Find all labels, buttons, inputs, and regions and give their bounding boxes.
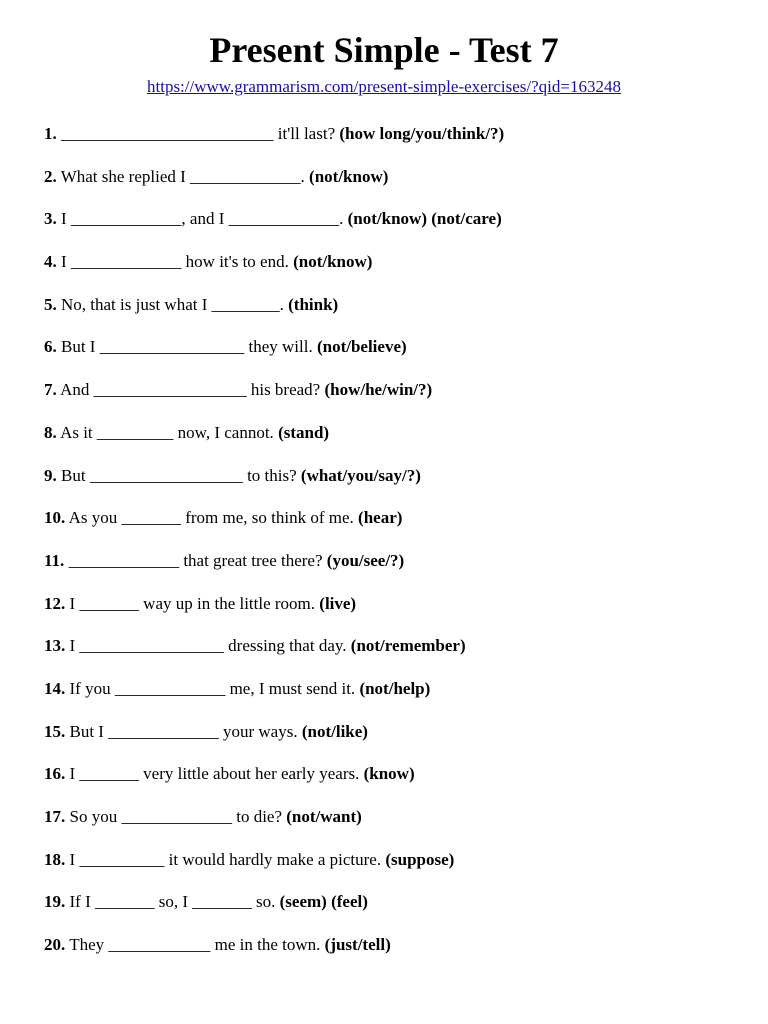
question-text-after: me, I must send it. xyxy=(225,678,360,698)
question-number: 13. xyxy=(44,636,66,656)
question-item xyxy=(44,163,744,206)
question-item xyxy=(44,120,744,163)
question-hint: (stand) xyxy=(278,422,330,442)
question-text-before: As you xyxy=(68,508,122,528)
answer-blank[interactable]: _______ xyxy=(121,508,181,528)
question-text-after: now, I cannot. xyxy=(173,422,279,442)
question-item xyxy=(44,675,744,718)
question-number: 11. xyxy=(44,550,65,570)
answer-blank[interactable]: ____________ xyxy=(108,935,211,955)
question-item xyxy=(44,291,744,334)
question-number: 2. xyxy=(44,166,57,186)
question-text-before: I xyxy=(61,209,71,229)
question-text-before: What she replied I xyxy=(60,166,191,186)
question-item xyxy=(44,760,744,803)
question-text-after: how it's to end. xyxy=(181,252,294,272)
question-item xyxy=(44,248,744,291)
question-text-before: So you xyxy=(69,807,122,826)
question-text-before: I xyxy=(69,636,80,656)
question-text-after: that great tree there? xyxy=(179,550,327,570)
question-hint: (how long/you/think/?) xyxy=(339,124,505,143)
question-text-after: . xyxy=(300,166,310,186)
question-item xyxy=(44,205,744,248)
question-hint: (you/see/?) xyxy=(326,550,405,570)
question-number: 15. xyxy=(44,721,66,741)
question-text-before: If I xyxy=(69,892,95,912)
question-text-before: And xyxy=(60,380,94,400)
question-item xyxy=(44,419,744,462)
question-text-after: me in the town. xyxy=(210,935,325,955)
question-text-after: to die? xyxy=(231,807,287,826)
question-number: 14. xyxy=(44,678,66,698)
question-number: 20. xyxy=(44,935,66,955)
question-item xyxy=(44,376,744,419)
question-item xyxy=(44,718,744,761)
question-text-before: They xyxy=(69,935,109,955)
answer-blank[interactable]: _____________ xyxy=(108,721,219,741)
answer-blank[interactable]: __________ xyxy=(79,849,165,869)
question-hint: (seem) (feel) xyxy=(279,892,368,912)
answer-blank[interactable]: _____________ xyxy=(114,678,226,698)
answer-blank[interactable]: _________________ xyxy=(79,636,224,656)
question-hint: (live) xyxy=(319,593,357,613)
answer-blank[interactable]: _______ xyxy=(79,593,139,613)
page-title: Present Simple - Test 7 xyxy=(209,30,559,70)
question-item xyxy=(44,462,744,505)
question-hint: (just/tell) xyxy=(324,935,391,955)
question-text-after: . xyxy=(279,294,289,314)
question-hint: (not/know) (not/care) xyxy=(347,209,502,229)
question-number: 5. xyxy=(44,294,57,314)
question-hint: (hear) xyxy=(358,508,403,528)
question-hint: (not/believe) xyxy=(316,337,407,357)
answer-blank[interactable]: _____________ xyxy=(121,807,232,826)
answer-blank[interactable]: _____________ xyxy=(70,209,182,229)
question-text-after: to this? xyxy=(242,465,301,485)
question-number: 18. xyxy=(44,849,66,869)
answer-blank[interactable]: _______ xyxy=(94,892,155,912)
question-text-before: I xyxy=(69,593,80,613)
question-text-before: But I xyxy=(61,337,100,357)
question-hint: (know) xyxy=(363,764,415,784)
answer-blank[interactable]: _____________ xyxy=(190,166,301,186)
question-item xyxy=(44,333,744,376)
question-text-after: your ways. xyxy=(218,721,302,741)
source-link-container xyxy=(0,76,768,98)
question-text-after: they will. xyxy=(244,337,317,357)
question-number: 19. xyxy=(44,892,66,912)
question-text-after: way up in the little room. xyxy=(138,593,320,613)
question-item xyxy=(44,931,744,974)
question-list xyxy=(44,120,744,974)
question-item xyxy=(44,888,744,931)
answer-blank[interactable]: _______ xyxy=(79,764,139,784)
question-text-before: I xyxy=(61,252,71,272)
answer-blank[interactable]: __________________ xyxy=(89,465,243,485)
question-hint: (not/help) xyxy=(359,678,431,698)
question-text-after: dressing that day. xyxy=(223,636,351,656)
question-number: 16. xyxy=(44,764,66,784)
question-text-after: very little about her early years. xyxy=(138,764,364,784)
question-number: 6. xyxy=(44,337,57,357)
question-number: 7. xyxy=(44,380,57,400)
question-number: 9. xyxy=(44,465,57,485)
question-text-before: As it xyxy=(60,422,97,442)
question-hint: (how/he/win/?) xyxy=(324,380,433,400)
question-hint: (not/know) xyxy=(309,166,389,186)
question-text-before: If you xyxy=(69,678,115,698)
question-hint: (what/you/say/?) xyxy=(300,465,421,485)
question-number: 4. xyxy=(44,252,57,272)
question-text-before: But xyxy=(61,465,90,485)
question-hint: (not/know) xyxy=(293,252,373,272)
question-number: 17. xyxy=(44,807,66,826)
answer-blank[interactable]: __________________ xyxy=(93,380,247,400)
question-text-after: so, I _______ so. xyxy=(154,892,280,912)
question-item xyxy=(44,846,744,889)
question-text-after: , and I _____________. xyxy=(181,209,348,229)
question-number: 12. xyxy=(44,593,66,613)
question-number: 1. xyxy=(44,124,57,143)
question-text-before: No, that is just what I xyxy=(61,294,212,314)
question-item xyxy=(44,504,744,547)
question-item xyxy=(44,803,744,846)
question-text-before: I xyxy=(69,764,80,784)
source-link[interactable]: https://www.grammarism.com/present-simple-exercises/?qid=163248 xyxy=(147,77,621,96)
answer-blank[interactable]: ________ xyxy=(211,294,280,314)
answer-blank[interactable]: _________ xyxy=(96,422,174,442)
question-hint: (not/like) xyxy=(301,721,368,741)
question-text-after: his bread? xyxy=(246,380,325,400)
answer-blank[interactable]: _________________________ xyxy=(61,124,274,143)
answer-blank[interactable]: _____________ xyxy=(68,550,180,570)
question-text-after: it'll last? xyxy=(273,124,340,143)
question-text-before: I xyxy=(69,849,80,869)
question-text-after: from me, so think of me. xyxy=(180,508,359,528)
question-hint: (not/want) xyxy=(286,807,362,826)
question-number: 10. xyxy=(44,508,66,528)
question-number: 8. xyxy=(44,422,57,442)
question-hint: (think) xyxy=(288,294,339,314)
question-text-before: But I xyxy=(69,721,109,741)
answer-blank[interactable]: _____________ xyxy=(70,252,182,272)
question-hint: (not/remember) xyxy=(350,636,466,656)
question-item xyxy=(44,590,744,633)
question-hint: (suppose) xyxy=(385,849,455,869)
question-text-after: it would hardly make a picture. xyxy=(164,849,386,869)
question-item xyxy=(44,547,744,590)
answer-blank[interactable]: _________________ xyxy=(99,337,245,357)
question-item xyxy=(44,632,744,675)
question-number: 3. xyxy=(44,209,57,229)
